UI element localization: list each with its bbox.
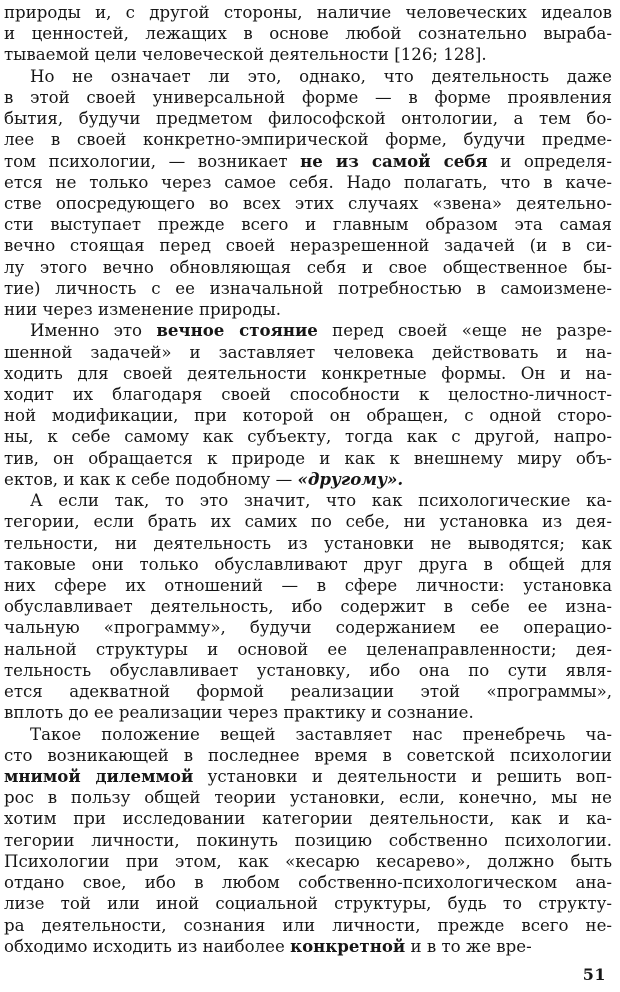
- text-line: бытия, будучи предметом философской онтологии, а тем бо-: [4, 109, 612, 129]
- emphasis-bold: вечное стояние: [156, 320, 318, 341]
- text-line: Но не означает ли это, однако, что деятельность даже: [30, 66, 612, 86]
- text-line: стве опосредующего во всех этих случаях «звена» деятельно-: [4, 194, 612, 213]
- text-line: Психологии при этом, как «кесарю кесарево», должно быть: [4, 851, 612, 871]
- text-line: и ценностей, лежащих в основе любой сознательно выраба-: [4, 24, 612, 44]
- text-line: природы и, с другой стороны, наличие человеческих идеалов: [4, 3, 612, 22]
- emphasis-bold: мнимой дилеммой: [4, 766, 194, 786]
- text-line: ной модификации, при которой он обращен, с одной сторо-: [4, 406, 612, 426]
- text-line: них сфере их отношений — в сфере личности: установка: [4, 576, 612, 595]
- text-line: том психологии, — возникает не из самой себя и определя-: [4, 150, 612, 171]
- text-line: ходит их благодаря своей способности к целостно-личност-: [4, 385, 612, 404]
- text-line: лее в своей конкретно-эмпирической форме, будучи предме-: [4, 130, 612, 150]
- text-line: отдано свое, ибо в любом собственно-психологическом ана-: [4, 873, 612, 893]
- text-line: лизе той или иной социальной структуры, будь то структу-: [4, 894, 612, 914]
- text-line: нальной структуры и основой ее целенаправленности; дея-: [4, 639, 612, 659]
- emphasis-bold: не из самой себя: [300, 150, 488, 171]
- text-line: шенной задачей» и заставляет человека действовать и на-: [4, 342, 612, 362]
- emphasis-bold: конкретной: [290, 935, 406, 956]
- text-line: рос в пользу общей теории установки, если, конечно, мы не: [4, 788, 612, 808]
- book-page: [4, 2, 612, 990]
- text-line: сто возникающей в последнее время в советской психологии: [4, 745, 612, 765]
- text-line: тегории личности, покинуть позицию собственно психологии.: [4, 830, 612, 850]
- text-line: ется адекватной формой реализации этой «программы»,: [4, 682, 612, 702]
- emphasis-bold-italic: «другому».: [297, 468, 404, 489]
- text-line: хотим при исследовании категории деятельности, как и ка-: [4, 809, 612, 829]
- text-line: ется не только через самое себя. Надо полагать, что в каче-: [4, 172, 612, 192]
- text-line: обходимо исходить из наиболее конкретной и в то же вре-: [4, 935, 532, 956]
- text-line: вечно стоящая перед своей неразрешенной задачей (и в си-: [4, 236, 612, 256]
- text-line: тельность обуславливает установку, ибо она по сути явля-: [4, 660, 612, 680]
- text-line: в этой своей универсальной форме — в форме проявления: [4, 87, 612, 107]
- text-line: чальную «программу», будучи содержанием ее операцио-: [4, 618, 612, 638]
- text-line: таковые они только обуславливают друг друга в общей для: [4, 554, 612, 574]
- text-line: Именно это вечное стояние перед своей «еще не разре-: [30, 320, 612, 341]
- text-line: тегории, если брать их самих по себе, ни установка из дея-: [4, 512, 612, 532]
- text-line: тие) личность с ее изначальной потребностью в самоизмене-: [4, 278, 612, 298]
- text-line: тив, он обращается к природе и как к внешнему миру объ-: [4, 448, 612, 468]
- text-line: А если так, то это значит, что как психологические ка-: [30, 491, 612, 511]
- text-line: тельности, ни деятельность из установки не выводятся; как: [4, 533, 612, 553]
- page-number: 51: [582, 965, 606, 984]
- text-line: вплоть до ее реализации через практику и сознание.: [4, 703, 474, 723]
- text-line: ны, к себе самому как субъекту, тогда как с другой, напро-: [4, 427, 612, 447]
- text-line: сти выступает прежде всего и главным образом эта самая: [4, 215, 612, 235]
- text-line: Такое положение вещей заставляет нас пренебречь ча-: [30, 724, 612, 744]
- text-line: ектов, и как к себе подобному — «другому».: [4, 468, 404, 489]
- text-line: нии через изменение природы.: [4, 300, 281, 320]
- text-line: тываемой цели человеческой деятельности [126; 128].: [4, 45, 487, 65]
- text-line: ходить для своей деятельности конкретные формы. Он и на-: [4, 363, 612, 383]
- text-line: лу этого вечно обновляющая себя и свое общественное бы-: [4, 257, 612, 277]
- text-line: обуславливает деятельность, ибо содержит в себе ее изна-: [4, 597, 612, 617]
- text-line: ра деятельности, сознания или личности, прежде всего не-: [4, 915, 612, 935]
- text-line: мнимой дилеммой установки и деятельности и решить воп-: [4, 766, 612, 786]
